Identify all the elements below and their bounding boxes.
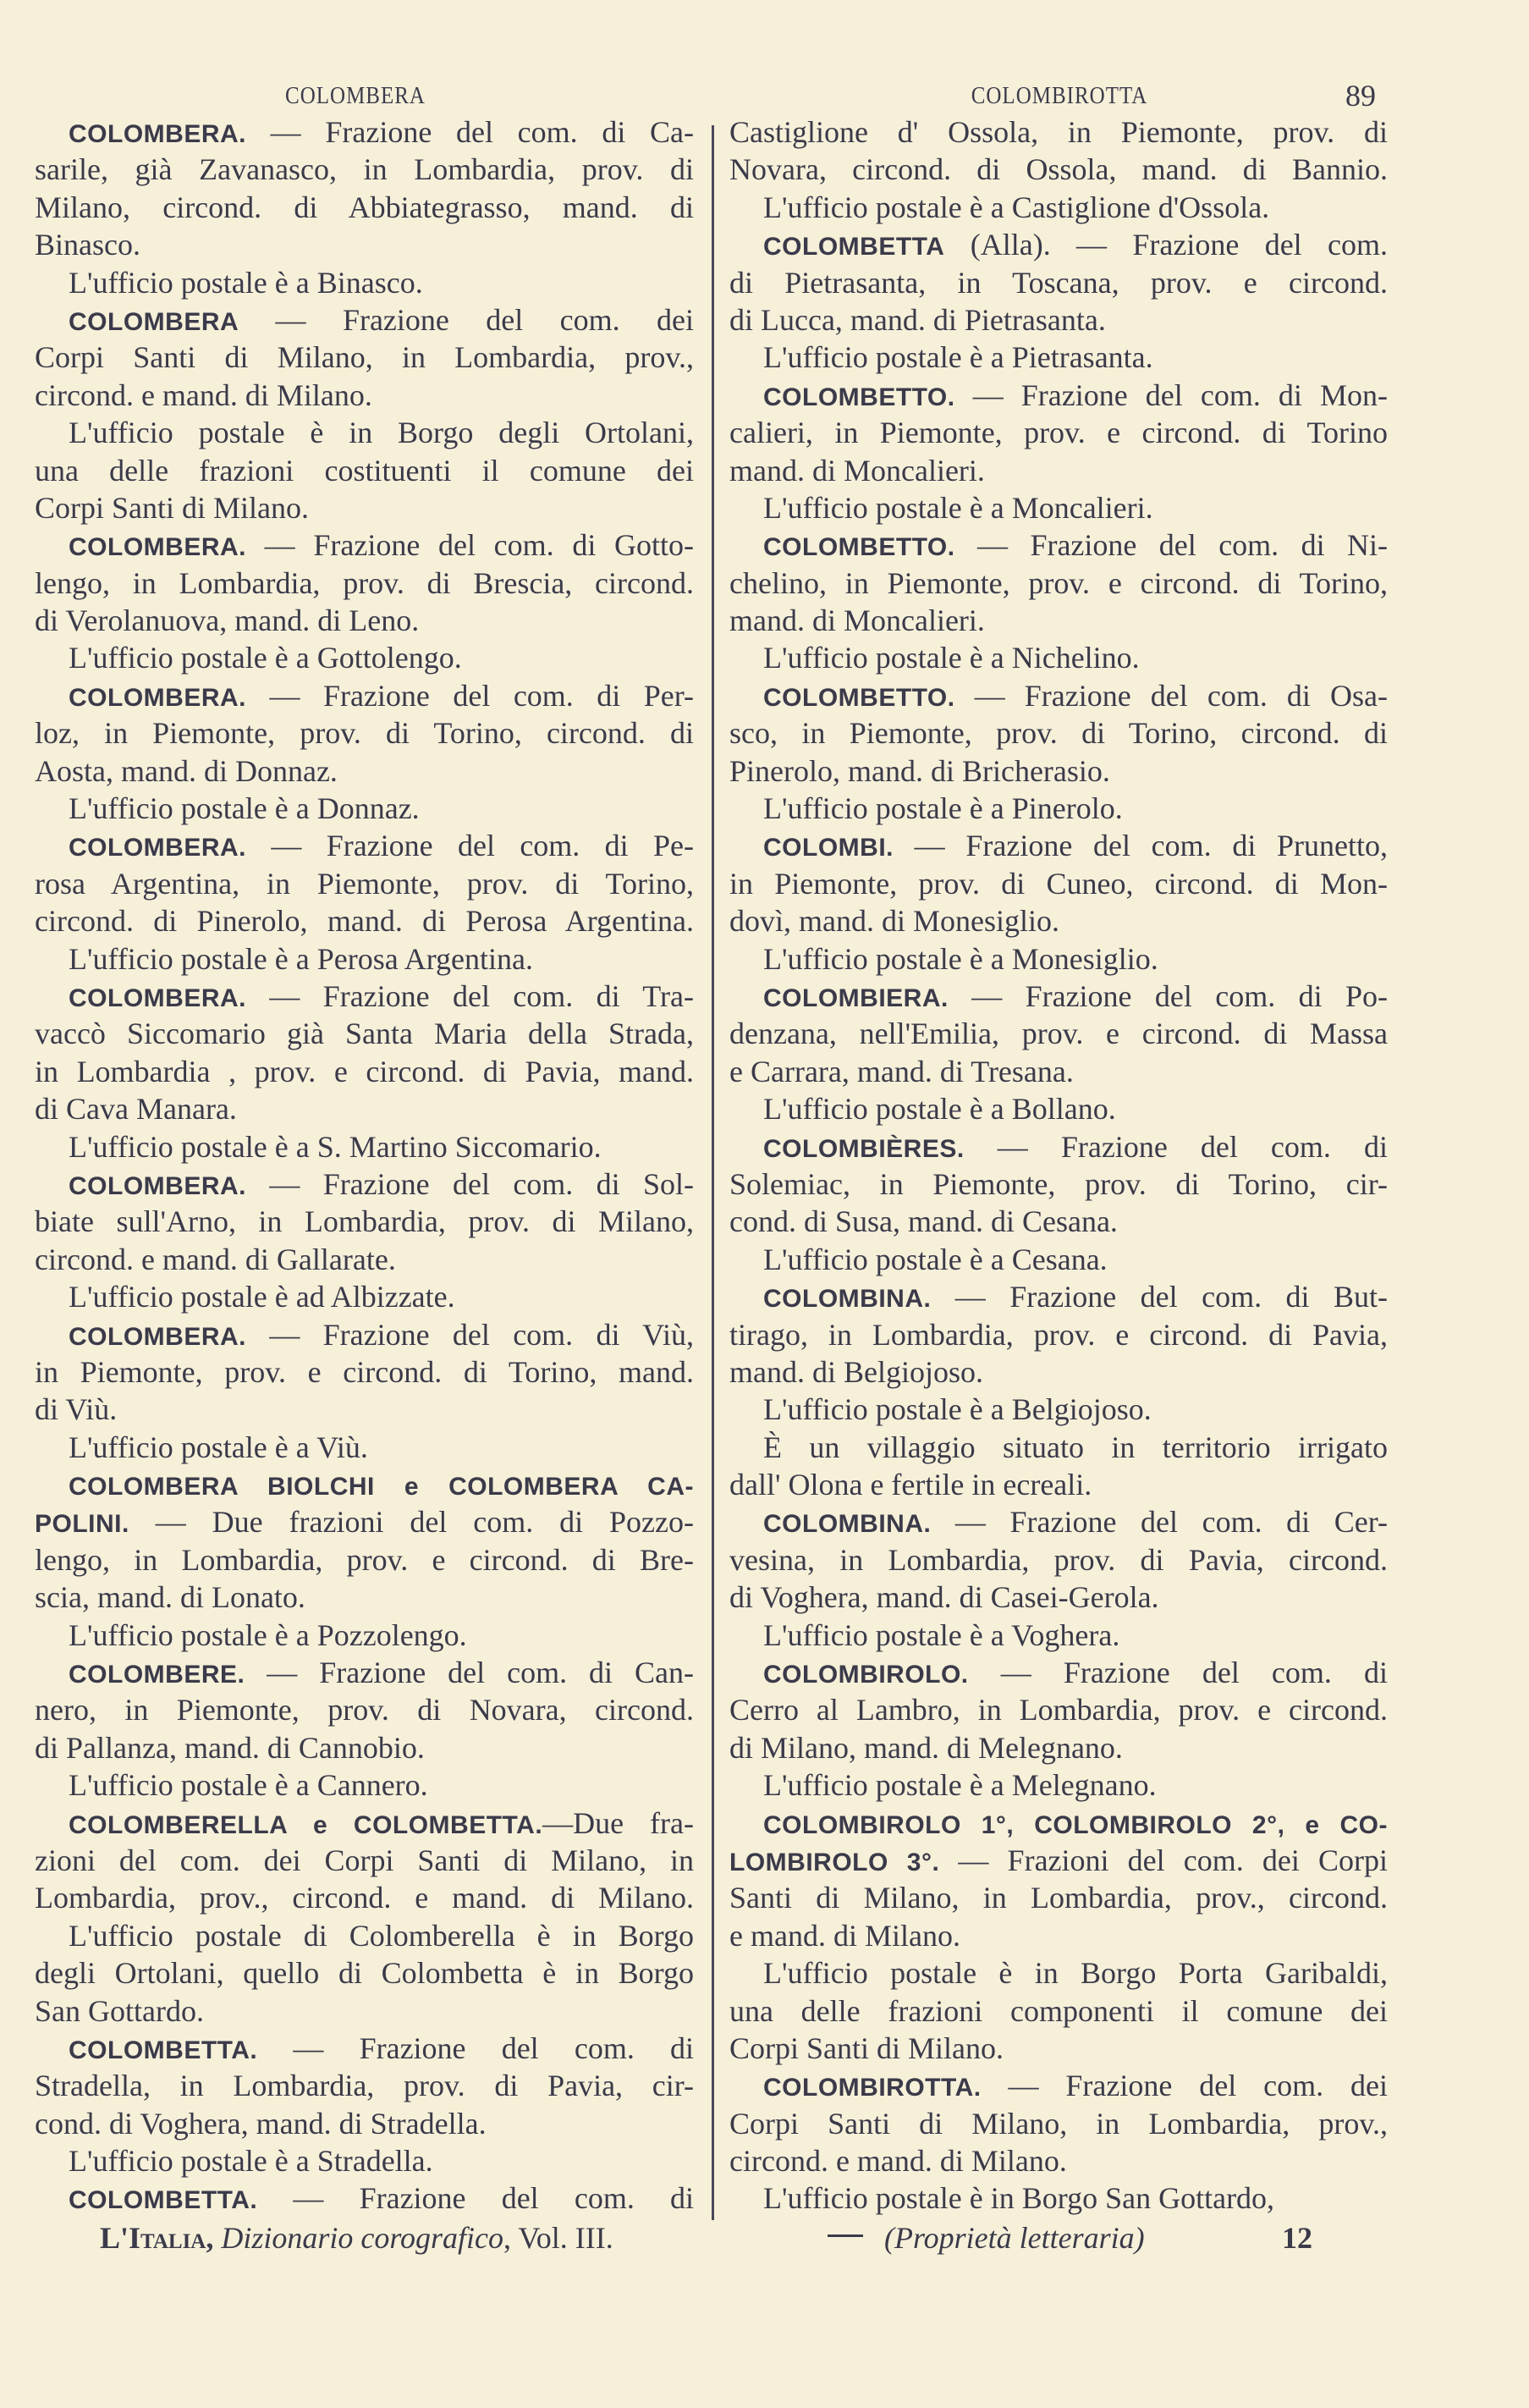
line-text: L'ufficio postale è a Moncalieri. (763, 490, 1153, 525)
line-text: L'ufficio postale è a Cannero. (69, 1768, 428, 1803)
text-line (35, 2179, 694, 2217)
entry-headword: COLOMBETTA. (69, 2186, 258, 2215)
text-line (35, 414, 694, 451)
line-text: lengo, in Lombardia, prov. e circond. di Bre- (35, 1542, 694, 1577)
line-text: — Frazione del com. di Per- (246, 678, 694, 713)
line-text: L'ufficio postale è a Binasco. (69, 265, 423, 300)
text-line (729, 1805, 1388, 1842)
line-text: —Due fra- (542, 1805, 694, 1840)
line-text: circond. e mand. di Milano. (729, 2144, 1067, 2179)
text-line (35, 339, 694, 376)
line-text: di Pallanza, mand. di Cannobio. (35, 1730, 425, 1765)
line-text: L'ufficio postale è in Borgo San Gottardo, (763, 2181, 1275, 2216)
line-text: calieri, in Piemonte, prov. e circond. di Torino (729, 416, 1388, 450)
text-line (729, 602, 1388, 639)
page-number: 89 (1345, 79, 1376, 113)
text-line (729, 1353, 1388, 1391)
text-line (729, 1316, 1388, 1353)
line-text: rosa Argentina, in Piemonte, prov. di Torino, (35, 866, 694, 901)
line-text: — Frazioni del com. dei Corpi (939, 1843, 1388, 1877)
line-text: cond. di Susa, mand. di Cesana. (729, 1204, 1118, 1239)
text-line (729, 1241, 1388, 1278)
text-line (729, 790, 1388, 827)
entry-headword: COLOMBERA. (69, 1171, 246, 1200)
line-text: vaccò Siccomario già Santa Maria della Strada, (35, 1017, 694, 1051)
text-line (729, 1879, 1388, 1916)
text-line (729, 1842, 1388, 1879)
line-text: di Lucca, mand. di Pietrasanta. (729, 302, 1106, 337)
line-text: vesina, in Lombardia, prov. di Pavia, circond. (729, 1542, 1388, 1577)
text-line (729, 940, 1388, 978)
text-line (729, 639, 1388, 676)
text-line (729, 1165, 1388, 1203)
line-text: — Due frazioni del com. di Pozzo- (129, 1505, 694, 1540)
line-text: sarile, già Zavanasco, in Lombardia, prov. di (35, 152, 694, 187)
line-text: L'ufficio postale è a Donnaz. (69, 791, 420, 826)
text-line (35, 865, 694, 902)
line-text: dovì, mand. di Monesiglio. (729, 904, 1059, 939)
text-line (729, 1617, 1388, 1654)
text-line (729, 489, 1388, 526)
entry-headword: COLOMBIROLO 1°, COLOMBIROLO 2°, e CO- (763, 1810, 1388, 1839)
text-line (35, 151, 694, 188)
text-line (35, 1992, 694, 2030)
line-text: denzana, nell'Emilia, prov. e circond. di Massa (729, 1017, 1388, 1051)
line-text: L'ufficio postale è a Stradella. (69, 2144, 433, 2179)
line-text: lengo, in Lombardia, prov. di Brescia, circond. (35, 565, 694, 600)
text-line (729, 752, 1388, 790)
text-line (729, 714, 1388, 752)
text-line (35, 1128, 694, 1165)
line-text: — Frazione del com. di Cer- (931, 1505, 1388, 1540)
line-text: circond. e mand. di Gallarate. (35, 1242, 396, 1276)
line-text: nero, in Piemonte, prov. di Novara, circond. (35, 1693, 694, 1727)
line-text: L'ufficio postale è in Borgo degli Ortolani, (69, 416, 694, 450)
text-line (35, 1917, 694, 1954)
text-line (35, 1654, 694, 1691)
line-text: — Frazione del com. di Viù, (246, 1317, 694, 1352)
line-text: mand. di Belgiojoso. (729, 1354, 983, 1389)
line-text: L'ufficio postale è a Nichelino. (763, 641, 1140, 675)
entry-headword: COLOMBIROTTA. (763, 2074, 982, 2102)
text-line (35, 1729, 694, 1766)
signature-mark (828, 2234, 863, 2237)
entry-headword: COLOMBINA. (763, 1285, 932, 1314)
line-text: Cerro al Lambro, in Lombardia, prov. e circond. (729, 1693, 1388, 1727)
text-line (35, 1353, 694, 1391)
line-text: Castiglione d' Ossola, in Piemonte, prov. di (729, 115, 1388, 149)
line-text: mand. di Moncalieri. (729, 603, 985, 638)
line-text: Binasco. (35, 228, 140, 262)
text-line (35, 1053, 694, 1090)
line-text: Solemiac, in Piemonte, prov. di Torino, cir- (729, 1166, 1388, 1201)
text-line (729, 565, 1388, 602)
entry-headword: LOMBIROLO 3°. (729, 1848, 940, 1876)
line-text: in Piemonte, prov. di Cuneo, circond. di Mon- (729, 866, 1388, 901)
entry-headword: COLOMBI. (763, 834, 894, 862)
line-text: Novara, circond. di Ossola, mand. di Bannio. (729, 152, 1388, 187)
line-text: — Frazione del com. di (257, 2181, 694, 2216)
running-header-left: COLOMBERA (285, 82, 426, 109)
text-line (35, 1203, 694, 1240)
text-line (35, 1617, 694, 1654)
text-line (729, 2142, 1388, 2179)
line-text: — Frazione del com. di Po- (948, 978, 1388, 1013)
entry-headword: COLOMBERA BIOLCHI e COLOMBERA CA- (69, 1473, 694, 1502)
entry-headword: COLOMBERA. (69, 984, 246, 1012)
text-line (35, 2142, 694, 2179)
line-text: L'ufficio postale è a Belgiojoso. (763, 1392, 1152, 1427)
running-header-right: COLOMBIROTTA (971, 82, 1148, 109)
line-text: sco, in Piemonte, prov. di Torino, circond. di (729, 716, 1388, 751)
text-line (729, 452, 1388, 489)
text-line (729, 301, 1388, 339)
line-text: — Frazione del com. di Sol- (246, 1166, 694, 1201)
line-text: L'ufficio postale è a Perosa Argentina. (69, 941, 533, 976)
text-line (35, 1879, 694, 1916)
signature-number: 12 (1282, 2221, 1312, 2255)
entry-headword: COLOMBETTO. (763, 533, 955, 562)
text-line (729, 1128, 1388, 1165)
line-text: — Frazione del com. dei (981, 2069, 1388, 2103)
line-text: biate sull'Arno, in Lombardia, prov. di Milano, (35, 1204, 694, 1239)
text-line (729, 1691, 1388, 1728)
entry-headword: COLOMBERE. (69, 1661, 245, 1689)
line-text: L'ufficio postale è a S. Martino Siccomario. (69, 1129, 602, 1164)
entry-headword: COLOMBETTO. (763, 683, 955, 712)
text-line (35, 113, 694, 151)
text-line (35, 2105, 694, 2142)
text-line (35, 1165, 694, 1203)
line-text: — Frazione del com. di But- (931, 1280, 1388, 1314)
line-text: — Frazione del com. di (964, 1129, 1388, 1164)
text-line (729, 1766, 1388, 1804)
text-line (729, 1053, 1388, 1090)
text-line (729, 113, 1388, 151)
entry-headword: COLOMBERELLA e COLOMBETTA. (69, 1810, 543, 1839)
line-text: loz, in Piemonte, prov. di Torino, circond. di (35, 716, 694, 751)
entry-headword: COLOMBERA. (69, 683, 246, 712)
line-text: È un villaggio situato in territorio irrigato (763, 1430, 1388, 1464)
line-text: circond. e mand. di Milano. (35, 377, 372, 412)
text-line (35, 226, 694, 263)
text-line (35, 264, 694, 301)
left-column (35, 113, 694, 2218)
line-text: L'ufficio postale è a Castiglione d'Ossola. (763, 190, 1270, 224)
column-divider (712, 125, 714, 2220)
line-text: di Cava Manara. (35, 1092, 237, 1127)
text-line (729, 526, 1388, 564)
text-line (35, 1466, 694, 1503)
line-text: L'ufficio postale di Colomberella è in Borgo (69, 1918, 694, 1953)
line-text: scia, mand. di Lonato. (35, 1580, 305, 1615)
line-text: L'ufficio postale è a Gottolengo. (69, 641, 462, 675)
line-text: Corpi Santi di Milano, in Lombardia, prov., (729, 2106, 1388, 2141)
entry-headword: COLOMBERA. (69, 834, 246, 862)
text-line (35, 602, 694, 639)
line-text: — Frazione del com. di Can- (245, 1656, 694, 1690)
text-line (35, 790, 694, 827)
line-text: (Alla). — Frazione del com. (944, 228, 1388, 262)
line-text: — Frazione del com. di (968, 1656, 1388, 1690)
entry-headword: COLOMBETTA. (69, 2036, 258, 2064)
text-line (729, 1954, 1388, 1992)
text-line (729, 1015, 1388, 1052)
line-text: di Pietrasanta, in Toscana, prov. e circond. (729, 265, 1388, 300)
text-line (729, 1503, 1388, 1540)
line-text: cond. di Voghera, mand. di Stradella. (35, 2106, 487, 2141)
footer-imprint (100, 2219, 613, 2256)
line-text: di Viù. (35, 1392, 118, 1427)
text-line (35, 1429, 694, 1466)
text-line (729, 865, 1388, 902)
text-line (729, 2030, 1388, 2067)
text-line (729, 151, 1388, 188)
line-text: chelino, in Piemonte, prov. e circond. di Torino, (729, 565, 1388, 600)
line-text: — Frazione del com. di (257, 2031, 694, 2065)
text-line (729, 2105, 1388, 2142)
entry-headword: POLINI. (35, 1510, 129, 1539)
text-line (35, 1842, 694, 1879)
text-line (729, 377, 1388, 414)
line-text: Lombardia, prov., circond. e mand. di Milano. (35, 1881, 694, 1915)
text-line (729, 1203, 1388, 1240)
right-column (729, 113, 1388, 2218)
text-line (35, 1015, 694, 1052)
text-line (35, 677, 694, 714)
text-line (35, 639, 694, 676)
text-line (35, 1691, 694, 1728)
text-line (35, 827, 694, 864)
line-text: L'ufficio postale è a Cesana. (763, 1242, 1108, 1276)
line-text: L'ufficio postale è a Monesiglio. (763, 941, 1158, 976)
entry-headword: COLOMBIÈRES. (763, 1134, 965, 1163)
line-text: L'ufficio postale è in Borgo Porta Garibaldi, (763, 1956, 1388, 1991)
text-line (729, 1579, 1388, 1616)
text-line (729, 264, 1388, 301)
entry-headword: COLOMBERA. (69, 533, 246, 562)
text-line (35, 2030, 694, 2067)
line-text: tirago, in Lombardia, prov. e circond. di Pavia, (729, 1317, 1388, 1352)
line-text: Corpi Santi di Milano. (729, 2031, 1004, 2065)
text-line (729, 1654, 1388, 1691)
line-text: — Frazione del com. dei (239, 302, 694, 337)
text-line (35, 1579, 694, 1616)
text-line (35, 2067, 694, 2104)
text-line (729, 978, 1388, 1015)
line-text: Aosta, mand. di Donnaz. (35, 753, 338, 788)
line-text: L'ufficio postale è a Viù. (69, 1430, 368, 1464)
text-line (729, 1466, 1388, 1503)
line-text: San Gottardo. (35, 1993, 204, 2028)
entry-headword: COLOMBETTO. (763, 383, 955, 411)
line-text: Pinerolo, mand. di Bricherasio. (729, 753, 1110, 788)
text-line (35, 489, 694, 526)
line-text: L'ufficio postale è a Melegnano. (763, 1768, 1157, 1803)
line-text: L'ufficio postale è a Bollano. (763, 1092, 1116, 1127)
line-text: Corpi Santi di Milano. (35, 490, 309, 525)
line-text: in Lombardia , prov. e circond. di Pavia, mand. (35, 1054, 694, 1088)
line-text: L'ufficio postale è a Pietrasanta. (763, 340, 1153, 375)
line-text: — Frazione del com. di Ca- (246, 115, 694, 149)
footer-publisher: L'Italia, (100, 2221, 214, 2255)
line-text: di Milano, mand. di Melegnano. (729, 1730, 1123, 1765)
line-text: — Frazione del com. di Ni- (954, 528, 1388, 563)
text-line (729, 226, 1388, 263)
line-text: — Frazione del com. di Prunetto, (894, 829, 1388, 863)
line-text: degli Ortolani, quello di Colombetta è in Borgo (35, 1956, 694, 1991)
line-text: Corpi Santi di Milano, in Lombardia, prov., (35, 340, 694, 375)
line-text: e mand. di Milano. (729, 1918, 960, 1953)
line-text: mand. di Moncalieri. (729, 453, 985, 488)
text-line (35, 1316, 694, 1353)
footer-rights: (Proprietà letteraria) (884, 2221, 1145, 2255)
text-line (35, 752, 694, 790)
line-text: L'ufficio postale è a Pozzolengo. (69, 1617, 467, 1652)
text-line (35, 301, 694, 339)
text-line (729, 1729, 1388, 1766)
entry-headword: COLOMBIERA. (763, 984, 949, 1012)
line-text: Milano, circond. di Abbiategrasso, mand. di (35, 190, 694, 224)
text-line (729, 677, 1388, 714)
text-line (35, 1090, 694, 1127)
line-text: circond. di Pinerolo, mand. di Perosa Argentina. (35, 904, 694, 939)
line-text: L'ufficio postale è ad Albizzate. (69, 1280, 455, 1314)
text-line (729, 414, 1388, 451)
line-text: L'ufficio postale è a Pinerolo. (763, 791, 1123, 826)
text-line (35, 1954, 694, 1992)
entry-headword: COLOMBETTA (763, 233, 945, 262)
text-line (35, 526, 694, 564)
text-line (729, 1429, 1388, 1466)
text-line (35, 377, 694, 414)
line-text: in Piemonte, prov. e circond. di Torino, mand. (35, 1354, 694, 1389)
line-text: — Frazione del com. di Osa- (954, 678, 1388, 713)
text-line (35, 565, 694, 602)
line-text: — Frazione del com. di Mon- (954, 377, 1388, 412)
line-text: e Carrara, mand. di Tresana. (729, 1054, 1074, 1088)
text-line (35, 1241, 694, 1278)
text-line (35, 978, 694, 1015)
line-text: Santi di Milano, in Lombardia, prov., circond. (729, 1881, 1388, 1915)
entry-headword: COLOMBIROLO. (763, 1661, 969, 1689)
text-line (729, 1391, 1388, 1428)
text-line (35, 714, 694, 752)
line-text: Stradella, in Lombardia, prov. di Pavia, cir- (35, 2069, 694, 2103)
entry-headword: COLOMBERA. (69, 120, 246, 148)
line-text: di Voghera, mand. di Casei-Gerola. (729, 1580, 1159, 1615)
text-line (35, 1503, 694, 1540)
line-text: una delle frazioni costituenti il comune dei (35, 453, 694, 488)
footer-volume: , Vol. III. (503, 2221, 613, 2255)
text-line (729, 1917, 1388, 1954)
line-text: — Frazione del com. di Pe- (246, 829, 694, 863)
text-line (729, 2179, 1388, 2217)
entry-headword: COLOMBERA (69, 307, 239, 336)
text-line (35, 189, 694, 226)
line-text: — Frazione del com. di Gotto- (246, 528, 694, 563)
line-text: una delle frazioni componenti il comune dei (729, 1993, 1388, 2028)
entry-headword: COLOMBERA. (69, 1322, 246, 1351)
text-line (729, 827, 1388, 864)
text-line (729, 189, 1388, 226)
text-line (729, 1541, 1388, 1579)
line-text: di Verolanuova, mand. di Leno. (35, 603, 420, 638)
text-line (35, 1278, 694, 1315)
text-line (729, 2067, 1388, 2104)
text-line (729, 902, 1388, 940)
text-line (35, 1541, 694, 1579)
text-line (729, 1992, 1388, 2030)
text-line (35, 902, 694, 940)
text-line (35, 940, 694, 978)
text-line (35, 1805, 694, 1842)
text-line (729, 1090, 1388, 1127)
line-text: L'ufficio postale è a Voghera. (763, 1617, 1120, 1652)
text-line (35, 1766, 694, 1804)
text-line (35, 452, 694, 489)
line-text: dall' Olona e fertile in ecreali. (729, 1468, 1092, 1502)
text-line (729, 1278, 1388, 1315)
text-line (35, 1391, 694, 1428)
line-text: — Frazione del com. di Tra- (246, 978, 694, 1013)
line-text: zioni del com. dei Corpi Santi di Milano, in (35, 1843, 694, 1877)
text-line (729, 339, 1388, 376)
entry-headword: COLOMBINA. (763, 1510, 932, 1539)
footer-title: Dizionario corografico (221, 2221, 504, 2255)
